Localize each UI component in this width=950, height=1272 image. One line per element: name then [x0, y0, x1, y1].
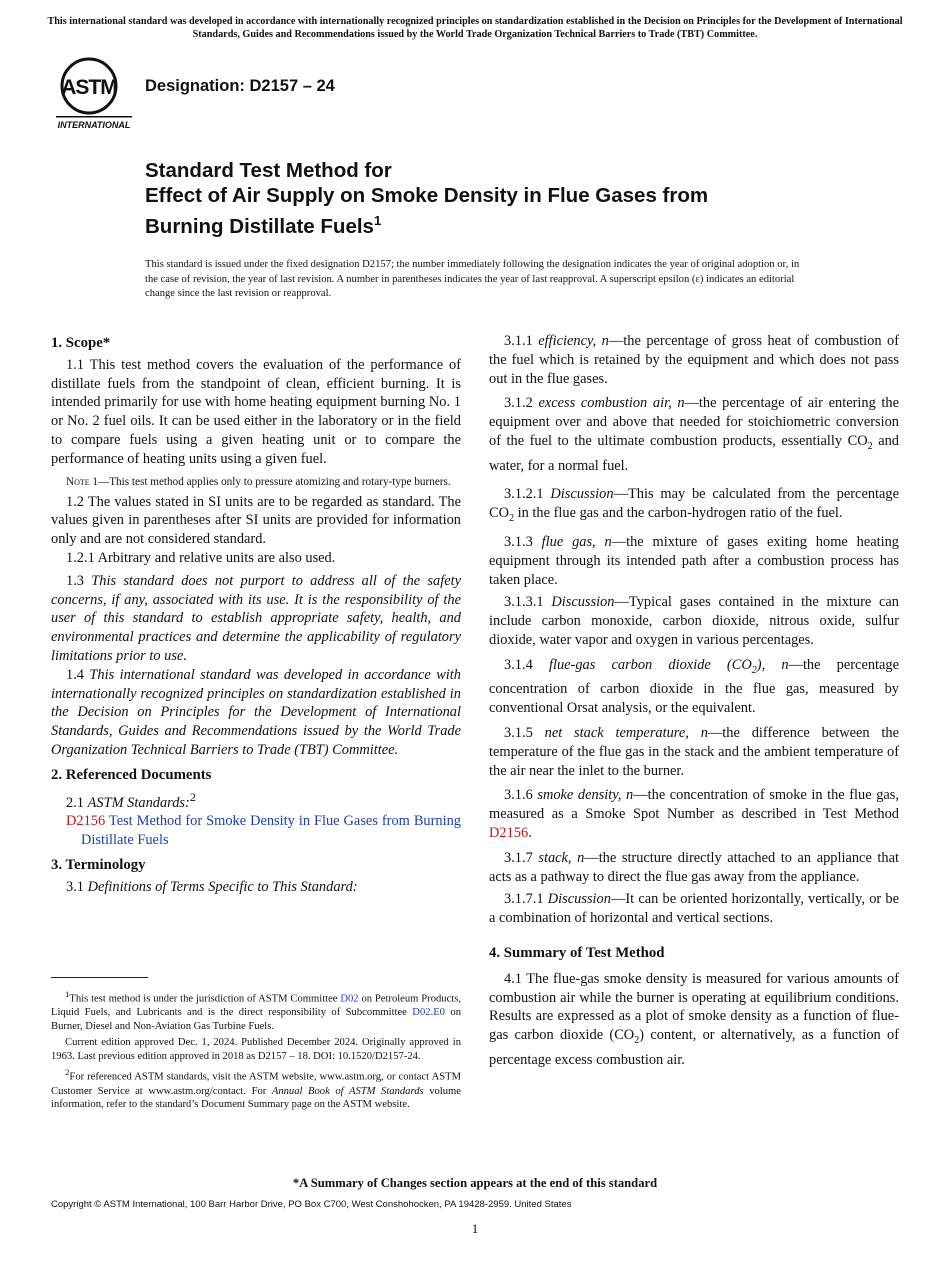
- def-3-1-2: 3.1.2 excess combustion air, n—the percentage of air entering the equipment over and above that needed for stoichiometric conversion of the fuel to the ultimate combustion products, essentially $CO_2$ and water, for a normal fuel.: [489, 395, 900, 474]
- svg-text:ASTM: ASTM: [61, 76, 117, 99]
- footnote-1-edition: Current edition approved Dec. 1, 2024. Published December 2024. Originally approved in 1963. Last previous edition approved in 2018 as D2157 – 18. DOI: 10.1520/D2157-24.: [51, 1037, 461, 1063]
- svg-text:INTERNATIONAL: INTERNATIONAL: [57, 120, 131, 130]
- ref-code[interactable]: D2156: [66, 813, 106, 830]
- left-column: [51, 334, 461, 896]
- section-3-heading: 3. Terminology: [51, 856, 146, 873]
- astm-logo: [52, 56, 136, 130]
- def-3-1-3-1: 3.1.3.1 Discussion—Typical gases contained in the mixture can include carbon monoxide, carbon dioxide, nitrous oxide, sulfur dioxide, water vapor and oxygen in various percentages.: [489, 594, 899, 648]
- para-1-2: 1.2 The values stated in SI units are to be regarded as standard. The values given in parentheses after SI units are provided for information only and are not considered standard.: [51, 493, 461, 548]
- footnote-1: $^1$This test method is under the jurisdiction of ASTM Committee D02 on Petroleum Products, Liquid Fuels, and Lubricants and is the direct responsibility of Subcommittee D02.E0 on Burner, Diesel and Non-Aviation Gas Turbine Fuels.: [51, 989, 461, 1033]
- tbt-notice: This international standard was developed in accordance with internationally recognized principles on standardization established in the Decision on Principles for the Development of International Standards, Guides and Recommendations issued by the World Trade Organization Technical Barriers to Trade (TBT) Committee.: [47, 16, 903, 40]
- section-4-heading: 4. Summary of Test Method: [489, 944, 665, 961]
- para-1-4: 1.4 This international standard was developed in accordance with internationally recognized principles on standardization established in the Decision on Principles for the Development of International Standards, Guides and Recommendations issued by the World Trade Organization Technical Barriers to Trade (TBT) Committee.: [51, 666, 461, 758]
- para-1-3: 1.3 This standard does not purport to address all of the safety concerns, if any, associated with its use. It is the responsibility of the user of this standard to establish appropriate safety, health, and environmental practices and determine the applicability of regulatory limitations prior to use.: [51, 572, 461, 664]
- def-3-1-2-1: 3.1.2.1 Discussion—This may be calculated from the percentage $CO_2$ in the flue gas and the carbon-hydrogen ratio of the fuel.: [489, 486, 899, 525]
- para-4-1: 4.1 The flue-gas smoke density is measured for various amounts of combustion air while the burner is operating at equilibrium conditions. Results are expressed as a plot of smoke density as a function of flue-gas carbon dioxide $(CO_2)$ content, or alternatively, as a function of percentage excess combustion air.: [489, 970, 900, 1068]
- ref-d2156[interactable]: [51, 812, 461, 850]
- copyright: Copyright © ASTM International, 100 Barr Harbor Drive, PO Box C700, West Conshohocken, PA 19428-2959. United States: [51, 1199, 572, 1210]
- footnote-divider: [51, 977, 148, 978]
- para-2-1: 2.1 ASTM Standards:$^2$: [66, 789, 196, 811]
- def-3-1-3: 3.1.3 flue gas, n—the mixture of gases exiting home heating equipment through its intended path after a combustion process has taken place.: [489, 533, 899, 588]
- section-2-heading: 2. Referenced Documents: [51, 766, 212, 783]
- ref-title-link[interactable]: Test Method for Smoke Density in Flue Gases from Burning Distillate Fuels: [81, 813, 461, 848]
- def-3-1-7: 3.1.7 stack, n—the structure directly attached to an appliance that acts as a pathway to direct the flue gas away from the appliance.: [489, 849, 899, 885]
- subcommittee-d02e0-link[interactable]: D02.E0: [412, 1007, 445, 1019]
- para-1-2-1: 1.2.1 Arbitrary and relative units are also used.: [66, 549, 336, 566]
- def-3-1-4: 3.1.4 flue-gas carbon dioxide $(CO_2)$, n—the percentage concentration of carbon dioxide in the flue gas, measured by conventional Orsat analysis, or the equivalent.: [489, 656, 899, 717]
- para-1-1: 1.1 This test method covers the evaluation of the performance of distillate fuels from the standpoint of clean, efficient burning. It is intended primarily for use with home heating equipment burning No. 1 or No. 2 fuel oils. It can be used either in the laboratory or in the field to compare fuels using a given heating unit or to compare the performance of heating units using a given fuel.: [51, 356, 461, 467]
- def-3-1-6: 3.1.6 smoke density, n—the concentration of smoke in the flue gas, measured as a Smoke Spot Number as described in Test Method D2156.: [489, 787, 899, 841]
- document-title: [145, 158, 865, 239]
- para-3-1: 3.1 Definitions of Terms Specific to This Standard:: [66, 878, 358, 895]
- def-3-1-5: 3.1.5 net stack temperature, n—the difference between the temperature of the flue gas in the stack and the ambient temperature of the air near the inlet to the burner.: [489, 724, 899, 779]
- page-number: 1: [471, 1221, 479, 1236]
- issue-note: This standard is issued under the fixed designation D2157; the number immediately following the designation indicates the year of original adoption or, in the case of revision, the year of last revision. A number in parentheses indicates the year of last reapproval. A superscript epsilon (ε) indicates an editorial change since the last revision or reapproval.: [145, 259, 800, 299]
- ref-d2156-inline[interactable]: D2156: [489, 824, 529, 841]
- title-line-2: Effect of Air Supply on Smoke Density in Flue Gases from: [145, 184, 709, 207]
- title-footnote-mark: 1: [373, 213, 382, 228]
- section-1-heading: 1. Scope*: [51, 335, 111, 351]
- footnote-2: $^2$For referenced ASTM standards, visit the ASTM website, www.astm.org, or contact ASTM Customer Service at www.astm.org/contact. For Annual Book of ASTM Standards volume information, refer to the standard’s Document Summary page on the ASTM website.: [51, 1067, 461, 1111]
- title-line-1: Standard Test Method for: [145, 159, 392, 182]
- designation: Designation: D2157 – 24: [145, 77, 335, 95]
- right-column: [489, 332, 899, 1070]
- committee-d02-link[interactable]: D02: [340, 993, 359, 1005]
- footnotes: [51, 988, 461, 1114]
- note-1: Note 1—This test method applies only to pressure atomizing and rotary-type burners.: [66, 475, 451, 488]
- def-3-1-7-1: 3.1.7.1 Discussion—It can be oriented horizontally, vertically, or be a combination of horizontal and vertical sections.: [489, 891, 899, 927]
- def-3-1-1: 3.1.1 efficiency, n—the percentage of gross heat of combustion of the fuel which is retained by the equipment and which does not pass out in the flue gases.: [489, 333, 899, 387]
- title-line-3: Burning Distillate Fuels: [145, 214, 374, 238]
- summary-of-changes-note: *A Summary of Changes section appears at the end of this standard: [292, 1176, 658, 1190]
